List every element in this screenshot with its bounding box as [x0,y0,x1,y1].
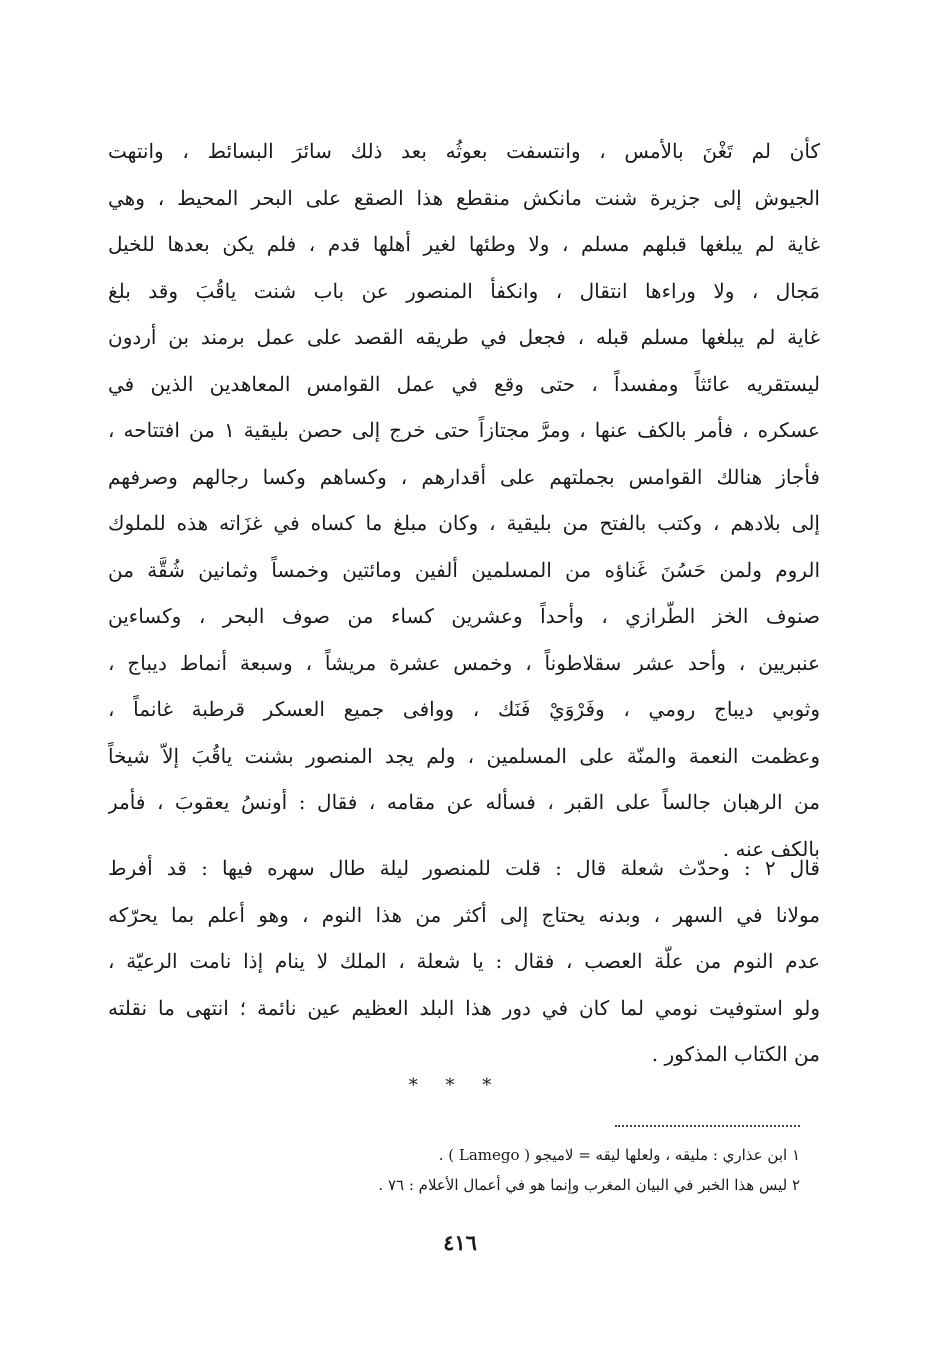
text-line: كأن لم تَغْنَ بالأمس ، وانتسفت بعوثُه بعد ذلك سائرَ البسائط ، وانتهت [108,139,820,163]
text-line: عدم النوم من علّة العصب ، فقال : يا شعلة ، الملك لا ينام إذا نامت الرعيّة ، [108,949,820,973]
page-number: ٤١٦ [443,1230,477,1255]
text-line: من الكتاب المذكور . [651,1042,820,1066]
footnote: ٢ ليس هذا الخبر في البيان المغرب وإنما هو في أعمال الأعلام : ٧٦ . [378,1176,800,1194]
text-line: عسكره ، فأمر بالكف عنها ، ومرَّ مجتازاً حتى خرج إلى حصن بليقية ١ من افتتاحه ، [108,418,820,442]
text-line: ولو استوفيت نومي لما كان في دور هذا البلد العظيم عين نائمة ؛ انتهى ما نقلته [108,995,820,1020]
text-line: الروم ولمن حَسُنَ غَناؤه من المسلمين ألفين ومائتين وخمساً وثمانين شُقَّة من [108,557,820,582]
text-line: غاية لم يبلغها مسلم قبله ، فجعل في طريقه القصد على عمل برمند بن أردون [108,325,820,349]
text-line: صنوف الخز الطّرازي ، وأحداً وعشرين كساء من صوف البحر ، وكساءين [108,604,820,628]
text-line: الجيوش إلى جزيرة شنت مانكش منقطع هذا الصقع على البحر المحيط ، وهي [108,185,820,210]
footnote-divider [615,1125,800,1127]
text-line: من الرهبان جالساً على القبر ، فسأله عن مقامه ، فقال : أونسُ يعقوبَ ، فأمر [108,790,820,814]
text-line: قال ٢ : وحدّث شعلة قال : قلت للمنصور ليلة طال سهره فيها : قد أفرط [108,856,820,880]
text-line: غاية لم يبلغها قبلهم مسلم ، ولا وطئها لغير أهلها قدم ، فلم يكن بعدها للخيل [108,232,820,256]
text-line: وعظمت النعمة والمنّة على المسلمين ، ولم يجد المنصور بشنت ياقُبَ إلاّ شيخاً [108,743,820,768]
text-line: فأجاز هنالك القوامس بجملتهم على أقدارهم ، وكساهم وكسا رجالهم وصرفهم [108,464,820,489]
footnotes [250,1140,800,1200]
text-line: وثوبي ديباج رومي ، وفَرْوَيْ فَنَك ، ووافى جميع العسكر قرطبة غانماً ، [108,697,820,721]
paragraph-1 [108,128,820,872]
text-line: مولانا في السهر ، وبدنه يحتاج إلى أكثر من هذا النوم ، وهو أعلم بما يحرّكه [108,902,820,927]
paragraph-2 [108,845,820,1078]
section-separator: * * * [408,1075,492,1096]
text-line: إلى بلادهم ، وكتب بالفتح من بليقية ، وكان مبلغ ما كساه في غزَاته هذه للملوك [108,511,820,535]
text-line: ليستقريه عائثاً ومفسداً ، حتى وقع في عمل القوامس المعاهدين الذين في [108,371,820,396]
footnote: ١ ابن عذاري : مليقه ، ولعلها ليقه = لاميجو ( Lamego ) . [438,1146,800,1164]
text-line: مَجال ، ولا وراءها انتقال ، وانكفأ المنصور عن باب شنت ياقُبَ وقد بلغ [108,278,820,303]
text-line: بالكف عنه . [722,836,820,861]
text-line: عنبريين ، وأحد عشر سقلاطوناً ، وخمس عشرة مريشاً ، وسبعة أنماط ديباج ، [108,650,820,675]
